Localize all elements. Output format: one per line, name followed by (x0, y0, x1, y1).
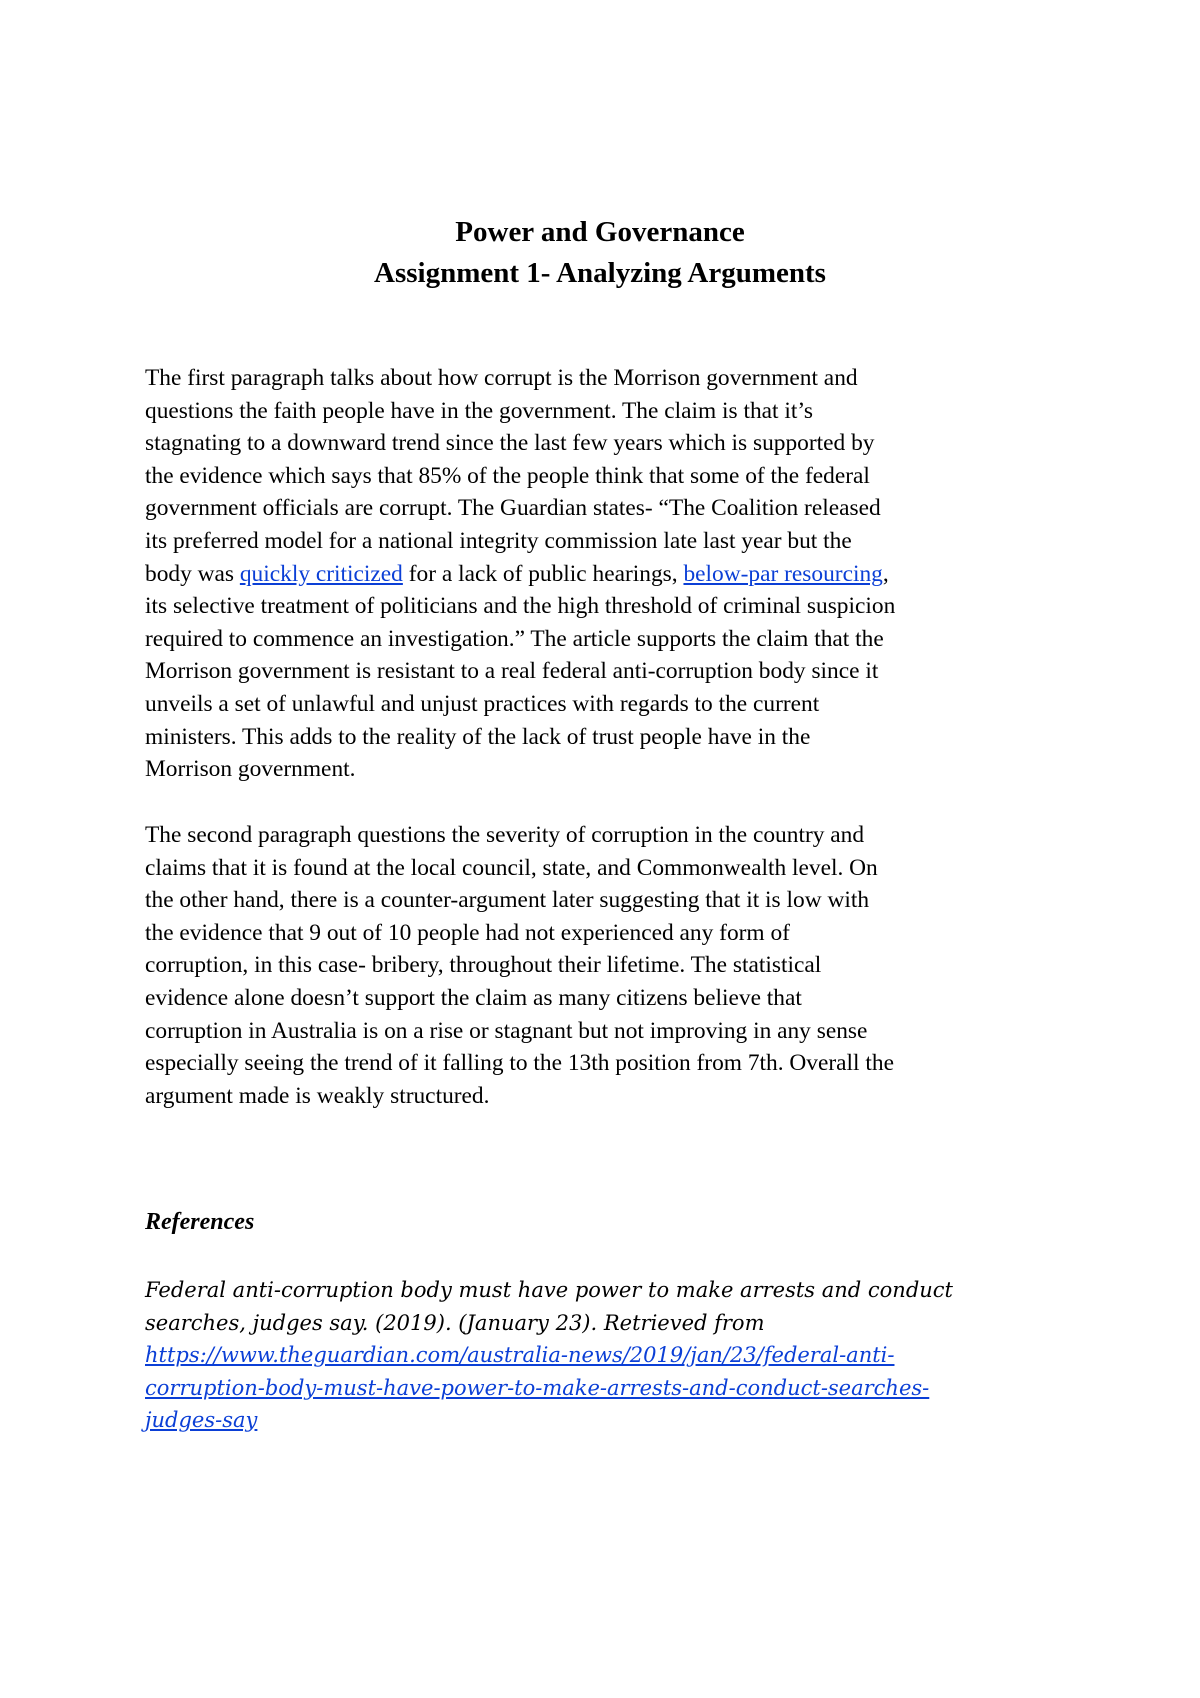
reference-line: Federal anti-corruption body must have power to make arrests and conduct (145, 1278, 953, 1302)
text-fragment: , (882, 560, 889, 587)
paragraph-line: required to commence an investigation.” The article supports the claim that the (145, 625, 884, 652)
below-par-resourcing-link[interactable]: below-par resourcing (683, 560, 883, 587)
paragraph-line: Morrison government is resistant to a real federal anti-corruption body since it (145, 658, 879, 685)
title-block (0, 212, 1200, 294)
paragraph-line: claims that it is found at the local council, state, and Commonwealth level. On (145, 854, 878, 881)
paragraph-two (145, 819, 1085, 1112)
reference-url-line (145, 1339, 1085, 1372)
paragraph-line: its selective treatment of politicians and the high threshold of criminal suspicion (145, 593, 896, 620)
paragraph-line: especially seeing the trend of it falling to the 13th position from 7th. Overall the (145, 1050, 894, 1077)
references-heading: References (145, 1209, 255, 1235)
paragraph-line: Morrison government. (145, 756, 356, 783)
reference-url-link[interactable]: corruption-body-must-have-power-to-make-arrests-and-conduct-searches- (145, 1375, 930, 1400)
paragraph-line: The first paragraph talks about how corrupt is the Morrison government and (145, 365, 858, 391)
paragraph-line: evidence alone doesn’t support the claim as many citizens believe that (145, 984, 802, 1011)
paragraph-line: the evidence which says that 85% of the people think that some of the federal (145, 462, 870, 489)
paragraph-line: the other hand, there is a counter-argument later suggesting that it is low with (145, 887, 870, 914)
reference-entry (145, 1274, 1085, 1437)
page-subtitle: Assignment 1- Analyzing Arguments (374, 257, 826, 289)
reference-url-line (145, 1372, 1085, 1405)
reference-url-link[interactable]: judges-say (145, 1408, 258, 1432)
paragraph-line: The second paragraph questions the severity of corruption in the country and (145, 822, 865, 848)
paragraph-line: questions the faith people have in the government. The claim is that it’s (145, 397, 813, 424)
paragraph-line-with-links (145, 558, 1085, 591)
text-fragment: for a lack of public hearings, (402, 560, 684, 587)
paragraph-line: corruption, in this case- bribery, throughout their lifetime. The statistical (145, 952, 822, 979)
paragraph-line: government officials are corrupt. The Guardian states- “The Coalition released (145, 495, 881, 522)
page-title: Power and Governance (455, 216, 745, 248)
paragraph-line: unveils a set of unlawful and unjust practices with regards to the current (145, 690, 820, 717)
paragraph-line: ministers. This adds to the reality of the lack of trust people have in the (145, 723, 811, 750)
reference-line: searches, judges say. (2019). (January 23). Retrieved from (145, 1310, 765, 1335)
paragraph-line: stagnating to a downward trend since the last few years which is supported by (145, 430, 875, 457)
paragraph-line: its preferred model for a national integrity commission late last year but the (145, 527, 852, 554)
paragraph-line: argument made is weakly structured. (145, 1082, 490, 1109)
reference-url-line (145, 1404, 1085, 1437)
paragraph-one (145, 362, 1085, 786)
reference-url-link[interactable]: https://www.theguardian.com/australia-news/2019/jan/23/federal-anti- (145, 1343, 895, 1367)
paragraph-line: the evidence that 9 out of 10 people had not experienced any form of (145, 919, 790, 946)
paragraph-line: corruption in Australia is on a rise or stagnant but not improving in any sense (145, 1017, 868, 1044)
quickly-criticized-link[interactable]: quickly criticized (239, 560, 403, 587)
text-fragment: body was (145, 560, 240, 587)
